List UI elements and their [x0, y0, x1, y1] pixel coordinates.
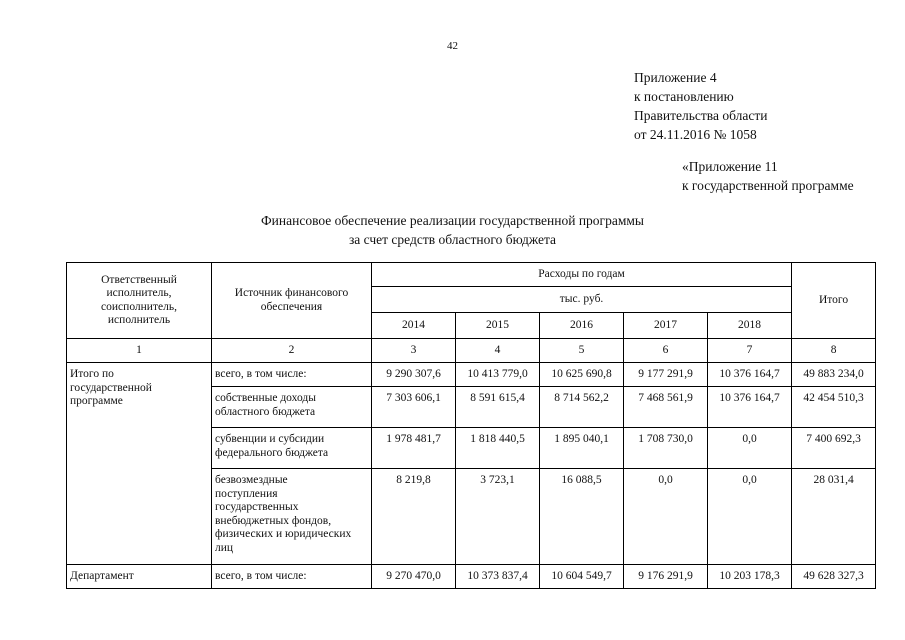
value-cell: 1 978 481,7	[372, 428, 456, 469]
value-cell: 0,0	[708, 428, 792, 469]
value-cell: 7 303 606,1	[372, 387, 456, 428]
value-cell: 8 591 615,4	[456, 387, 540, 428]
value-cell: 3 723,1	[456, 469, 540, 565]
appendix-note-line: Приложение 4	[634, 70, 717, 85]
header-year: 2014	[372, 313, 456, 339]
value-cell: 10 376 164,7	[708, 387, 792, 428]
value-cell: 0,0	[624, 469, 708, 565]
table-row	[67, 363, 876, 387]
value-cell: 1 895 040,1	[540, 428, 624, 469]
value-cell: 9 177 291,9	[624, 363, 708, 387]
header-responsible: Ответственный исполнитель, соисполнитель, исполнитель	[67, 263, 212, 339]
total-cell: 28 031,4	[792, 469, 876, 565]
executor-cell: Итого по государственной программе	[67, 363, 212, 565]
title-line: Финансовое обеспечение реализации государственной программы	[261, 213, 644, 228]
program-appendix-line: «Приложение 11	[682, 159, 778, 174]
total-cell: 49 628 327,3	[792, 565, 876, 589]
table-row	[67, 565, 876, 589]
value-cell: 9 176 291,9	[624, 565, 708, 589]
appendix-note-line: к постановлению	[634, 89, 734, 104]
page-number: 42	[447, 40, 458, 52]
column-number: 2	[212, 339, 372, 363]
title-line: за счет средств областного бюджета	[348, 232, 557, 247]
source-cell: всего, в том числе:	[212, 565, 372, 589]
column-number-row	[67, 339, 876, 363]
value-cell: 10 373 837,4	[456, 565, 540, 589]
column-number: 1	[67, 339, 212, 363]
value-cell: 10 625 690,8	[540, 363, 624, 387]
appendix-note-line: Правительства области	[634, 108, 768, 123]
column-number: 7	[708, 339, 792, 363]
header-year: 2015	[456, 313, 540, 339]
appendix-note-line: от 24.11.2016 № 1058	[634, 127, 757, 142]
total-cell: 7 400 692,3	[792, 428, 876, 469]
source-cell: всего, в том числе:	[212, 363, 372, 387]
total-cell: 42 454 510,3	[792, 387, 876, 428]
document-title	[0, 211, 905, 249]
value-cell: 1 818 440,5	[456, 428, 540, 469]
source-cell: собственные доходы областного бюджета	[212, 387, 372, 428]
value-cell: 8 219,8	[372, 469, 456, 565]
total-cell: 49 883 234,0	[792, 363, 876, 387]
header-unit: тыс. руб.	[372, 287, 792, 313]
header-year: 2017	[624, 313, 708, 339]
header-year: 2016	[540, 313, 624, 339]
program-appendix-note	[682, 157, 854, 195]
source-cell: безвозмездные поступления государственных внебюджетных фондов, физических и юридических лиц	[212, 469, 372, 565]
column-number: 3	[372, 339, 456, 363]
value-cell: 10 203 178,3	[708, 565, 792, 589]
value-cell: 1 708 730,0	[624, 428, 708, 469]
executor-cell: Департамент	[67, 565, 212, 589]
value-cell: 10 376 164,7	[708, 363, 792, 387]
value-cell: 9 290 307,6	[372, 363, 456, 387]
financing-table	[66, 262, 876, 589]
program-appendix-line: к государственной программе	[682, 178, 854, 193]
value-cell: 10 604 549,7	[540, 565, 624, 589]
value-cell: 7 468 561,9	[624, 387, 708, 428]
value-cell: 10 413 779,0	[456, 363, 540, 387]
header-total: Итого	[792, 263, 876, 339]
column-number: 5	[540, 339, 624, 363]
value-cell: 8 714 562,2	[540, 387, 624, 428]
header-year: 2018	[708, 313, 792, 339]
source-cell: субвенции и субсидии федерального бюджета	[212, 428, 372, 469]
column-number: 6	[624, 339, 708, 363]
header-expenses: Расходы по годам	[372, 263, 792, 287]
header-source: Источник финансового обеспечения	[212, 263, 372, 339]
value-cell: 0,0	[708, 469, 792, 565]
column-number: 4	[456, 339, 540, 363]
column-number: 8	[792, 339, 876, 363]
appendix-note	[634, 68, 767, 144]
value-cell: 16 088,5	[540, 469, 624, 565]
value-cell: 9 270 470,0	[372, 565, 456, 589]
